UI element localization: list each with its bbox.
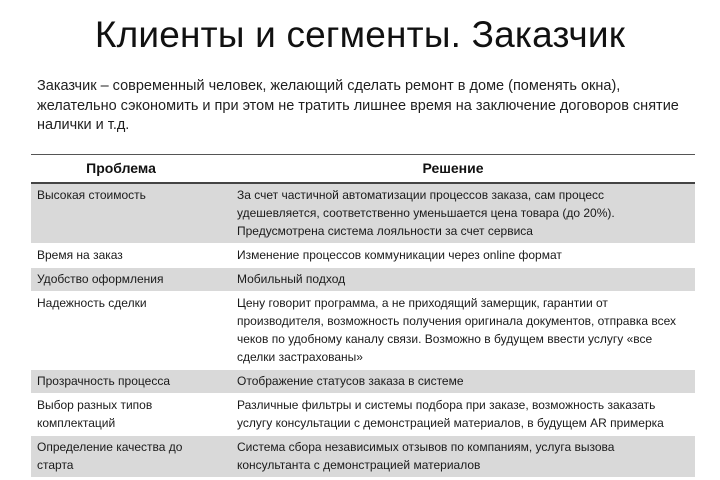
header-solution: Решение xyxy=(211,155,695,184)
problem-cell: Время на заказ xyxy=(31,244,211,268)
table-row xyxy=(31,394,695,436)
solution-cell: Различные фильтры и системы подбора при заказе, возможность заказать услугу консультации с демонстрацией материалов, в будущем AR примерка xyxy=(211,394,695,436)
table-row xyxy=(31,244,695,268)
solution-cell: Изменение процессов коммуникации через online формат xyxy=(211,244,695,268)
header-problem: Проблема xyxy=(31,155,211,184)
intro-paragraph: Заказчик – современный человек, желающий сделать ремонт в доме (поменять окна), желательно сэкономить и при этом не тратить лишнее время на заключение договоров снятие налички и т.д. xyxy=(37,78,679,133)
solution-cell: За счет частичной автоматизации процессов заказа, сам процесс удешевляется, соответственно уменьшается цена товара (до 20%). Предусмотрена система лояльности за счет сервиса xyxy=(211,183,695,244)
problem-cell: Удобство оформления xyxy=(31,268,211,292)
problem-cell: Прозрачность процесса xyxy=(31,370,211,394)
problem-cell: Определение качества до старта xyxy=(31,436,211,478)
slide-title: Клиенты и сегменты. Заказчик xyxy=(94,14,626,55)
solution-cell: Цену говорит программа, а не приходящий замерщик, гарантии от производителя, возможность получения оригинала документов, отправка всех чеков по удобному каналу связи. Возможно в будущем ввести услугу «все сделки застрахованы» xyxy=(211,292,695,370)
table-row xyxy=(31,268,695,292)
problem-solution-table xyxy=(31,154,695,478)
table-row xyxy=(31,183,695,244)
solution-cell: Мобильный подход xyxy=(211,268,695,292)
problem-cell: Выбор разных типов комплектаций xyxy=(31,394,211,436)
table-row xyxy=(31,436,695,478)
problem-cell: Надежность сделки xyxy=(31,292,211,370)
problem-cell: Высокая стоимость xyxy=(31,183,211,244)
table-row xyxy=(31,292,695,370)
solution-cell: Система сбора независимых отзывов по компаниям, услуга вызова консультанта с демонстрацией материалов xyxy=(211,436,695,478)
solution-cell: Отображение статусов заказа в системе xyxy=(211,370,695,394)
table-row xyxy=(31,370,695,394)
table-header-row xyxy=(31,155,695,184)
